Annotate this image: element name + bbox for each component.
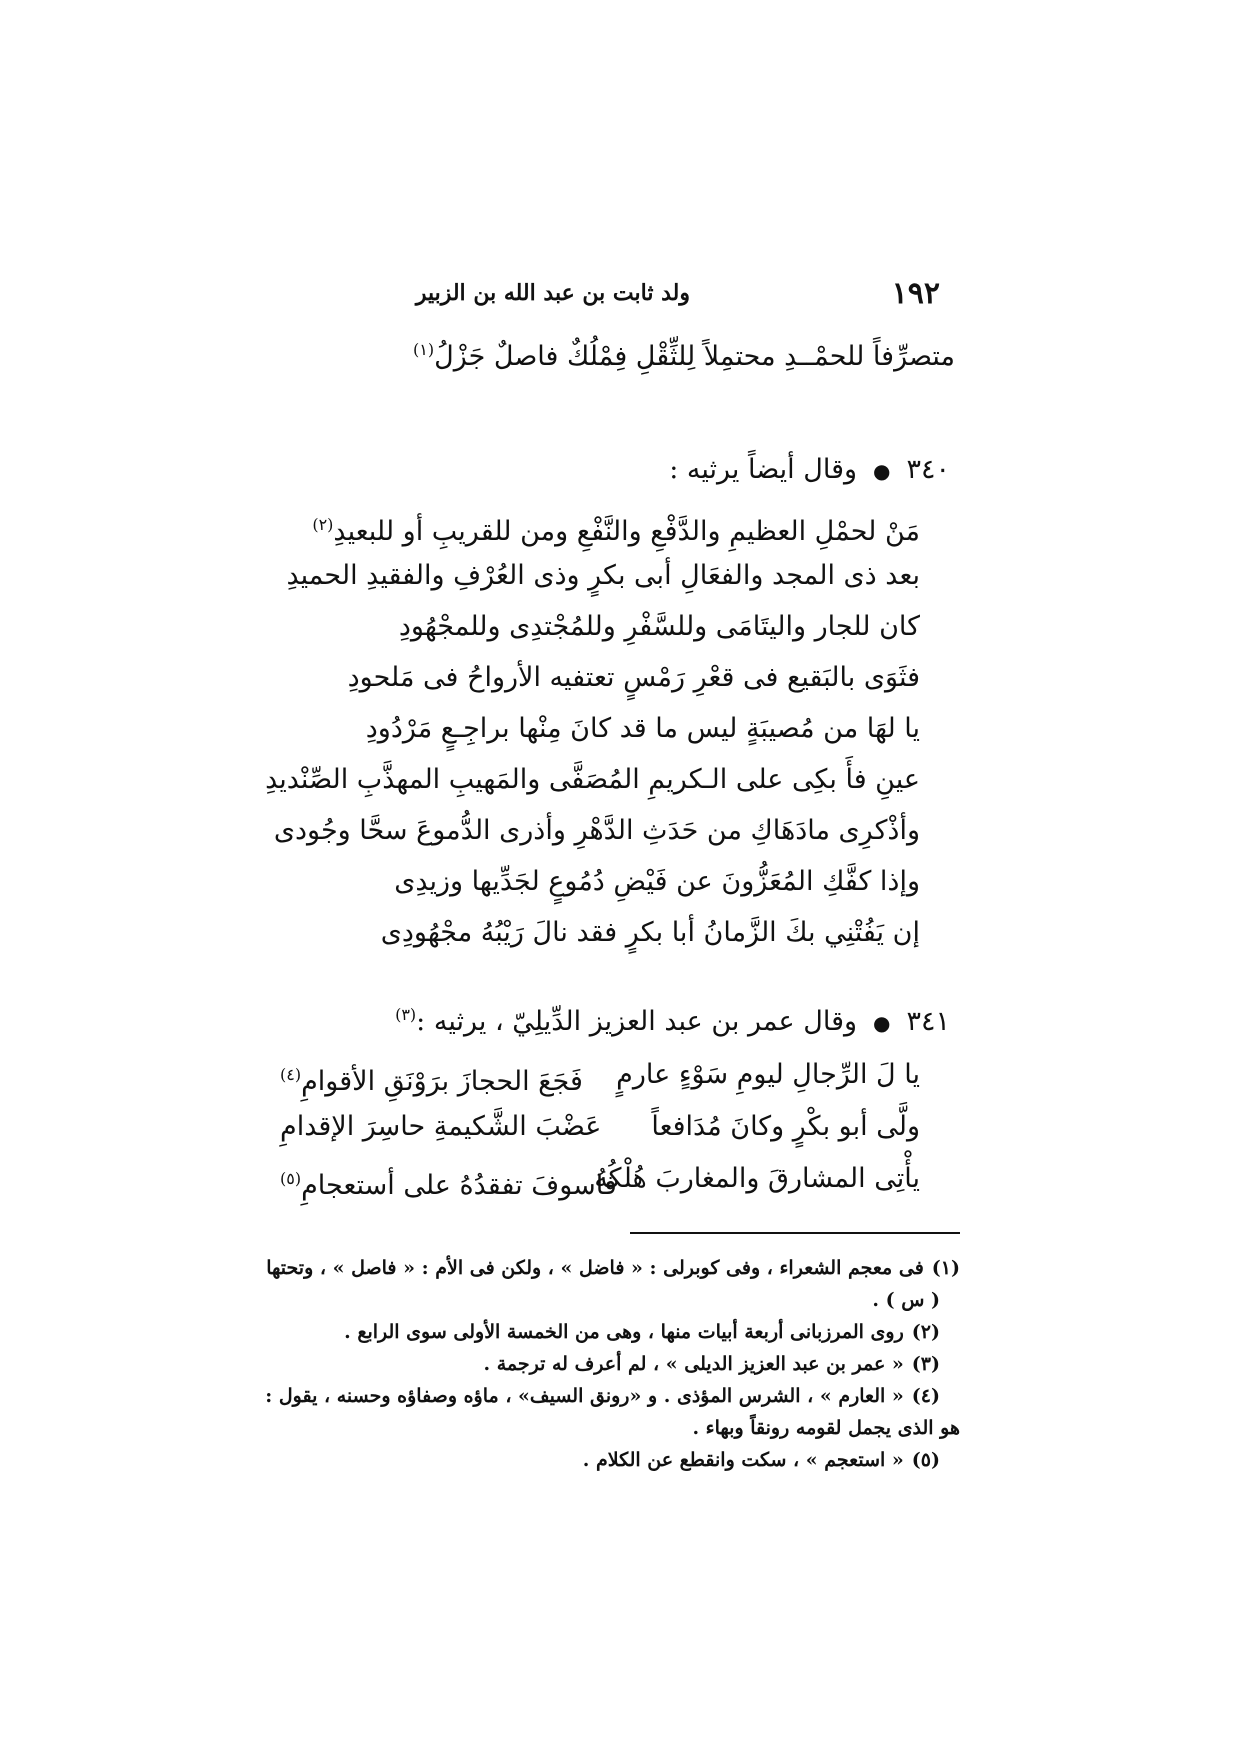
note-ref: (١) bbox=[413, 340, 435, 359]
first-hemistich: يأْتِى المشارقَ والمغاربَ هُلْكُهُ bbox=[594, 1163, 920, 1194]
verse-text: مَنْ لحمْلِ العظيمِ والدَّفْعِ والنَّفْعِ ومن للقريبِ أو للبعيدِ bbox=[333, 516, 920, 547]
opening-verse bbox=[413, 330, 955, 377]
page-number: ١٩٢ bbox=[891, 276, 940, 311]
footnote-continuation bbox=[280, 1284, 960, 1316]
footnote-text: ( س ) . bbox=[872, 1289, 940, 1311]
hemistich-text: فَجَعَ الحجازَ برَوْنَقِ الأقوامِ bbox=[301, 1066, 583, 1097]
page-header bbox=[280, 276, 940, 316]
first-hemistich: يا لَ الرِّجالِ ليومِ سَوْءٍ عارمٍ bbox=[616, 1059, 920, 1090]
section-heading-340 bbox=[669, 450, 950, 491]
poem-line: إن يَفُتْنِي بكَ الزَّمانُ أبا بكرٍ فقد نالَ رَيْبُهُ مجْهُودِى bbox=[380, 917, 920, 948]
section-title: وقال أيضاً يرثيه : bbox=[669, 454, 858, 485]
section-number: ٣٤١ bbox=[906, 1006, 950, 1037]
poem-line: يا لهَا من مُصيبَةٍ ليس ما قد كانَ مِنْها براجِـعٍ مَرْدُودِ bbox=[365, 713, 920, 744]
note-ref: (٥) bbox=[280, 1169, 302, 1188]
footnote-number: (٢) bbox=[911, 1321, 940, 1343]
footnote bbox=[280, 1444, 960, 1476]
section-number: ٣٤٠ bbox=[906, 454, 950, 485]
footnote-text: روى المرزبانى أربعة أبيات منها ، وهى من الخمسة الأولى سوى الرابع . bbox=[344, 1321, 904, 1343]
poem-line: فثَوَى بالبَقيع فى قعْرِ رَمْسٍ تعتفيه الأرواحُ فى مَلحودِ bbox=[347, 662, 920, 693]
section-heading-341 bbox=[395, 995, 950, 1043]
second-hemistich bbox=[280, 1055, 583, 1102]
hemistich-text: فاسوفَ تفقدُهُ على أستعجامِ bbox=[301, 1170, 617, 1201]
footnote-text: « العارم » ، الشرس المؤذى . و «رونق السيف» ، ماؤه وصفاؤه وحسنه ، يقول : bbox=[265, 1385, 904, 1407]
note-ref: (٤) bbox=[280, 1065, 302, 1084]
second-hemistich bbox=[280, 1159, 617, 1206]
footnote-divider bbox=[630, 1232, 960, 1234]
second-hemistich: عَضْبَ الشَّكيمةِ حاسِرَ الإقدامِ bbox=[280, 1111, 602, 1142]
note-ref: (٣) bbox=[395, 1005, 417, 1024]
poem-line: وأذْكرِى مادَهَاكِ من حَدَثِ الدَّهْرِ وأذرى الدُّموعَ سحَّا وجُودى bbox=[273, 815, 920, 846]
poem-line: بعد ذى المجد والفعَالِ أبى بكرٍ وذى العُرْفِ والفقيدِ الحميدِ bbox=[286, 560, 920, 591]
footnote-text: « عمر بن عبد العزيز الديلى » ، لم أعرف له ترجمة . bbox=[483, 1353, 904, 1375]
section-title: وقال عمر بن عبد العزيز الدِّيلِيّ ، يرثيه : bbox=[416, 1006, 858, 1037]
footnote bbox=[280, 1316, 960, 1348]
footnote-number: (٤) bbox=[911, 1385, 940, 1407]
footnote bbox=[265, 1380, 960, 1412]
footnote-number: (٥) bbox=[911, 1449, 940, 1471]
footnote-text: فى معجم الشعراء ، وفى كوبرلى : « فاضل » ، ولكن فى الأم : « فاصل » ، وتحتها bbox=[266, 1257, 924, 1279]
footnote bbox=[266, 1252, 960, 1284]
bullet-icon: ● bbox=[873, 458, 891, 483]
first-hemistich: ولَّى أبو بكْرٍ وكانَ مُدَافعاً bbox=[651, 1111, 920, 1142]
poem-line: كان للجار واليتَامَى وللسَّفْرِ وللمُجْتدِى وللمجْهُودِ bbox=[398, 611, 920, 642]
bullet-icon: ● bbox=[873, 1010, 891, 1035]
footnote-text: « استعجم » ، سكت وانقطع عن الكلام . bbox=[582, 1449, 904, 1471]
poem-341-line bbox=[280, 1107, 920, 1151]
poem-341-line bbox=[280, 1159, 920, 1203]
footnote-continuation bbox=[280, 1412, 960, 1444]
footnotes bbox=[265, 1252, 960, 1476]
footnote-number: (١) bbox=[931, 1257, 960, 1279]
running-head: ولد ثابت بن عبد الله بن الزبير bbox=[415, 280, 690, 306]
footnote bbox=[280, 1348, 960, 1380]
poem-341-line bbox=[280, 1055, 920, 1099]
footnote-text: هو الذى يجمل لقومه رونقاً وبهاء . bbox=[692, 1417, 960, 1439]
note-ref: (٢) bbox=[312, 515, 334, 534]
footnote-number: (٣) bbox=[911, 1353, 940, 1375]
poem-line: وإذا كفَّكِ المُعَزُّونَ عن فَيْضِ دُمُوعٍ لجَدِّيها وزيدِى bbox=[394, 866, 920, 897]
poem-line bbox=[312, 505, 920, 552]
poem-line: عينِ فأَ بكِى على الـكريمِ المُصَفَّى والمَهيبِ المهذَّبِ الصِّنْديدِ bbox=[265, 764, 920, 795]
opening-verse-text: متصرِّفاً للحمْــدِ محتمِلاً لِلثِّقْلِ فِمْلُكٌ فاصلٌ جَزْلُ bbox=[434, 341, 955, 372]
